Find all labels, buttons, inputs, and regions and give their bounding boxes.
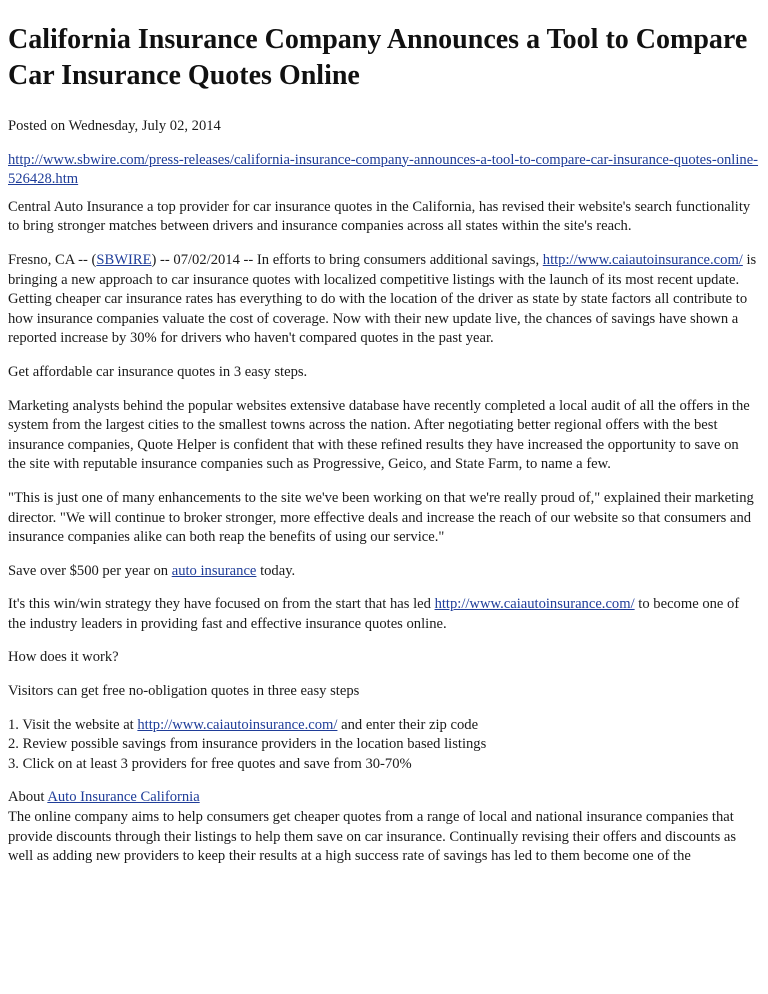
- marketing-paragraph: Marketing analysts behind the popular websites extensive database have recently completed a local audit of all the offers in the system from the largest cities to the smallest towns across the nation. After negotiating better regional offers with the best insurance companies, Quote Helper is confident that with these refined results they have increased the opportunity to save on the site with reputable insurance companies such as Progressive, Geico, and State Farm, to name a few.: [8, 397, 750, 473]
- source-url-link[interactable]: http://www.sbwire.com/press-releases/california-insurance-company-announces-a-tool-to-compare-car-insurance-quotes-online-526428.htm: [8, 151, 759, 188]
- intro-rest: is bringing a new approach to car insurance quotes with localized competitive listings with the launch of its most recent update. Getting cheaper car insurance rates has everything to do with the location of the driver as state by state factors all contribute to how insurance companies valuate the cost of coverage. Now with their new update live, the chances of savings have shown a reported increase by 30% for drivers who haven't compared quotes in the past year.: [8, 251, 757, 347]
- sbwire-link[interactable]: SBWIRE: [96, 251, 152, 268]
- site-link-step1[interactable]: http://www.caiautoinsurance.com/: [137, 716, 338, 733]
- site-link-intro[interactable]: http://www.caiautoinsurance.com/: [542, 251, 743, 268]
- step-1-prefix: 1. Visit the website at: [8, 716, 138, 733]
- steps-list: [8, 716, 760, 775]
- strategy-paragraph: [8, 595, 760, 634]
- document-page: [8, 22, 760, 867]
- quote-paragraph: "This is just one of many enhancements to the site we've been working on that we're really proud of," explained their marketing director. "We will continue to broker stronger, more effective deals and increase the reach of our website so that consumers and insurance companies alike can both reap the benefits of using our service.": [8, 489, 754, 546]
- savings-prefix: Save over $500 per year on: [8, 562, 172, 579]
- visitors-paragraph: Visitors can get free no-obligation quotes in three easy steps: [8, 683, 360, 700]
- how-it-works-heading: How does it work?: [8, 649, 119, 666]
- intro-prefix: Fresno, CA -- (: [8, 251, 97, 268]
- about-paragraph: [8, 788, 760, 866]
- step-2: 2. Review possible savings from insurance providers in the location based listings: [8, 736, 487, 753]
- auto-insurance-link[interactable]: auto insurance: [171, 562, 257, 579]
- step-1-suffix: and enter their zip code: [337, 716, 479, 733]
- savings-suffix: today.: [256, 562, 296, 579]
- auto-insurance-california-link[interactable]: Auto Insurance California: [47, 789, 200, 806]
- savings-paragraph: [8, 562, 760, 582]
- intro-paragraph: [8, 251, 760, 349]
- intro-after-sbwire: ) -- 07/02/2014 -- In efforts to bring consumers additional savings,: [151, 251, 543, 268]
- about-body: The online company aims to help consumers get cheaper quotes from a range of local and national insurance companies that provide discounts through their listings to help them save on car insurance. Continually revising their offers and discounts as well as adding new providers to keep their results at a high success rate of savings has led to them become one of the: [8, 809, 737, 865]
- posted-date: Posted on Wednesday, July 02, 2014: [8, 118, 221, 134]
- step-3: 3. Click on at least 3 providers for free quotes and save from 30-70%: [8, 755, 412, 772]
- about-prefix: About: [8, 789, 48, 806]
- summary-paragraph: Central Auto Insurance a top provider for car insurance quotes in the California, has revised their website's search functionality to bring stronger matches between drivers and insurance companies across all states within the site's reach.: [8, 198, 751, 235]
- source-url-paragraph: [8, 151, 760, 190]
- strategy-prefix: It's this win/win strategy they have focused on from the start that has led: [8, 596, 435, 613]
- article-title: California Insurance Company Announces a Tool to Compare Car Insurance Quotes Online: [8, 24, 748, 91]
- strategy-suffix: to become one of the industry leaders in providing fast and effective insurance quotes online.: [8, 596, 740, 632]
- site-link-strategy[interactable]: http://www.caiautoinsurance.com/: [434, 596, 635, 613]
- steps-teaser-paragraph: Get affordable car insurance quotes in 3 easy steps.: [8, 363, 308, 380]
